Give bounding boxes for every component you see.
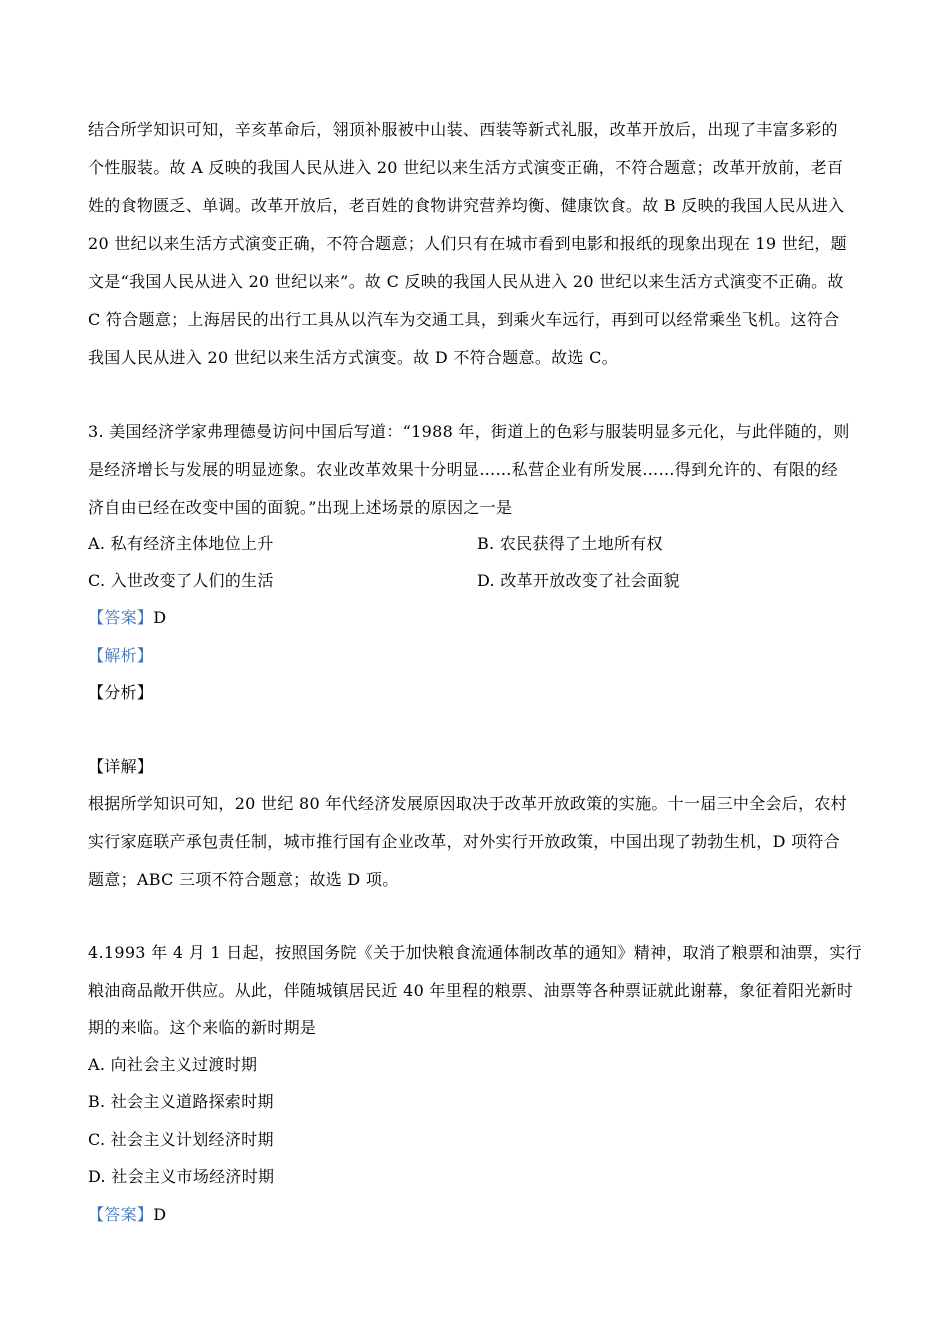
text-line: 文是“我国人民从进入 20 世纪以来”。故 C 反映的我国人民从进入 20 世纪以来生活方式演变不正确。故 [88, 272, 844, 291]
option-c: C. 社会主义计划经济时期 [88, 1130, 274, 1149]
question-3-stem: 济自由已经在改变中国的面貌。”出现上述场景的原因之一是 [88, 498, 513, 517]
option-c: C. 入世改变了人们的生活 [88, 571, 274, 590]
answer-row [88, 1205, 166, 1225]
answer-tag: 【答案】 [88, 1205, 154, 1224]
xiangjie-tag: 【详解】 [88, 757, 154, 776]
answer-tag: 【答案】 [88, 608, 154, 627]
option-b: B. 社会主义道路探索时期 [88, 1092, 274, 1111]
question-4-stem: 粮油商品敞开供应。从此，伴随城镇居民近 40 年里程的粮票、油票等各种票证就此谢幕，象征着阳光新时 [88, 981, 854, 1000]
fenxi-tag: 【分析】 [88, 683, 154, 702]
question-4-stem: 期的来临。这个来临的新时期是 [88, 1018, 317, 1037]
text-line: 个性服装。故 A 反映的我国人民从进入 20 世纪以来生活方式演变正确，不符合题意；改革开放前，老百 [88, 158, 844, 177]
detail-line: 题意；ABC 三项不符合题意；故选 D 项。 [88, 870, 399, 889]
question-3-stem: 是经济增长与发展的明显迹象。农业改革效果十分明显……私营企业有所发展……得到允许的、有限的经 [88, 460, 838, 479]
text-line: 姓的食物匮乏、单调。改革开放后，老百姓的食物讲究营养均衡、健康饮食。故 B 反映的我国人民从进入 [88, 196, 845, 215]
option-d: D. 社会主义市场经济时期 [88, 1167, 275, 1186]
text-line: C 符合题意；上海居民的出行工具从以汽车为交通工具，到乘火车远行，再到可以经常乘坐飞机。这符合 [88, 310, 840, 329]
option-d: D. 改革开放改变了社会面貌 [477, 571, 680, 590]
answer-value: D [153, 1205, 167, 1224]
question-3-stem: 3. 美国经济学家弗理德曼访问中国后写道：“1988 年，街道上的色彩与服装明显多元化，与此伴随的，则 [88, 422, 850, 441]
question-4-stem: 4.1993 年 4 月 1 日起，按照国务院《关于加快粮食流通体制改革的通知》精神，取消了粮票和油票，实行 [88, 943, 862, 962]
text-line: 20 世纪以来生活方式演变正确，不符合题意；人们只有在城市看到电影和报纸的现象出现在 19 世纪，题 [88, 234, 847, 253]
answer-value: D [153, 608, 167, 627]
detail-line: 实行家庭联产承包责任制，城市推行国有企业改革，对外实行开放政策，中国出现了勃勃生机，D 项符合 [88, 832, 841, 851]
answer-row [88, 608, 166, 628]
option-b: B. 农民获得了土地所有权 [477, 534, 663, 553]
text-line: 结合所学知识可知，辛亥革命后，翎顶补服被中山装、西装等新式礼服，改革开放后，出现了丰富多彩的 [88, 120, 838, 139]
text-line: 我国人民从进入 20 世纪以来生活方式演变。故 D 不符合题意。故选 C。 [88, 348, 618, 367]
option-a: A. 私有经济主体地位上升 [88, 534, 274, 553]
jiexi-tag: 【解析】 [88, 646, 154, 665]
detail-line: 根据所学知识可知，20 世纪 80 年代经济发展原因取决于改革开放政策的实施。十一届三中全会后，农村 [88, 794, 847, 813]
option-a: A. 向社会主义过渡时期 [88, 1055, 258, 1074]
